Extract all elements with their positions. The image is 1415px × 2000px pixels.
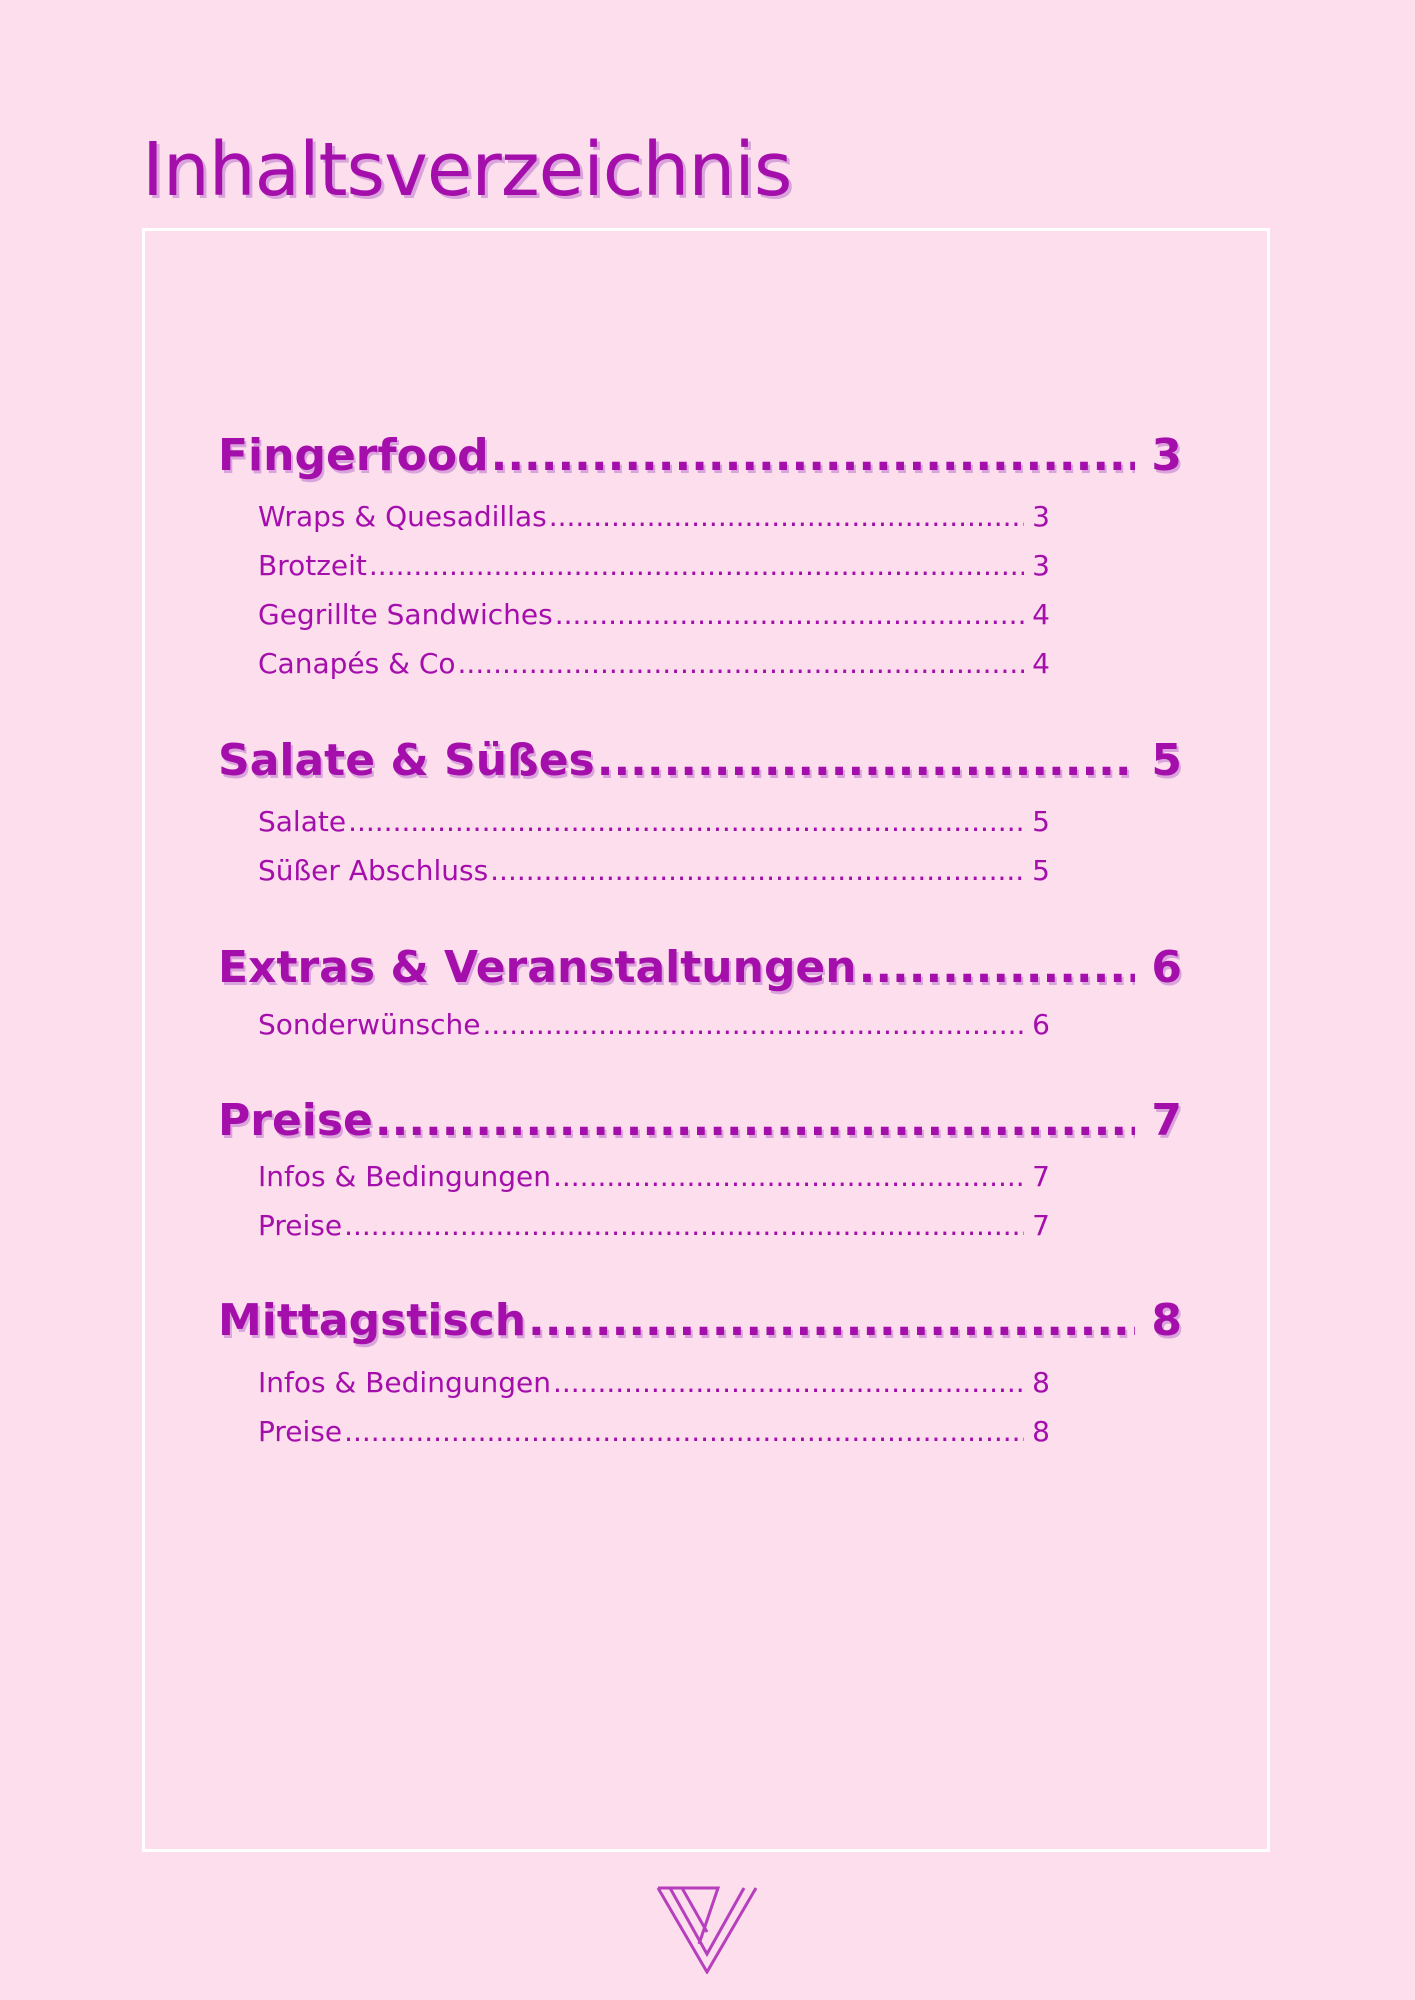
toc-entry[interactable]	[258, 500, 1050, 533]
dot-leader	[344, 1209, 1024, 1242]
toc-chapter-extras[interactable]	[218, 942, 1182, 993]
chapter-label: Preise	[218, 1095, 373, 1146]
toc-entry[interactable]	[258, 598, 1050, 631]
dot-leader	[597, 735, 1136, 786]
dot-leader	[348, 805, 1024, 838]
chapter-label: Extras & Veranstaltungen	[218, 942, 857, 993]
toc-entry[interactable]	[258, 1415, 1050, 1448]
entry-page-number: 7	[1032, 1160, 1050, 1193]
entry-label: Infos & Bedingungen	[258, 1366, 551, 1399]
entry-label: Preise	[258, 1415, 343, 1448]
chapter-page-number: 3	[1151, 430, 1182, 481]
entry-label: Wraps & Quesadillas	[258, 500, 547, 533]
dot-leader	[553, 1366, 1024, 1399]
entry-label: Preise	[258, 1209, 343, 1242]
entry-label: Brotzeit	[258, 549, 367, 582]
entry-label: Gegrillte Sandwiches	[258, 598, 553, 631]
toc-entry[interactable]	[258, 1366, 1050, 1399]
chapter-page-number: 5	[1151, 735, 1182, 786]
chapter-page-number: 6	[1151, 942, 1182, 993]
entry-page-number: 4	[1032, 598, 1050, 631]
dot-leader	[528, 1295, 1135, 1346]
dot-leader	[369, 549, 1024, 582]
entry-page-number: 3	[1032, 549, 1050, 582]
toc-entry[interactable]	[258, 1160, 1050, 1193]
chapter-label: Salate & Süßes	[218, 735, 595, 786]
entry-page-number: 8	[1032, 1415, 1050, 1448]
dot-leader	[490, 854, 1024, 887]
chapter-label: Mittagstisch	[218, 1295, 527, 1346]
entry-label: Infos & Bedingungen	[258, 1160, 551, 1193]
chapter-page-number: 7	[1151, 1095, 1182, 1146]
page-title: Inhaltsverzeichnis	[142, 127, 792, 213]
dot-leader	[549, 500, 1024, 533]
toc-chapter-fingerfood[interactable]	[218, 430, 1182, 481]
entry-label: Süßer Abschluss	[258, 854, 489, 887]
v-logo-icon	[656, 1884, 758, 1974]
dot-leader	[859, 942, 1136, 993]
toc-entry[interactable]	[258, 854, 1050, 887]
entry-page-number: 8	[1032, 1366, 1050, 1399]
toc-entry[interactable]	[258, 1209, 1050, 1242]
entry-page-number: 7	[1032, 1209, 1050, 1242]
entry-page-number: 4	[1032, 647, 1050, 680]
entry-label: Salate	[258, 805, 347, 838]
dot-leader	[483, 1008, 1025, 1041]
dot-leader	[553, 1160, 1024, 1193]
entry-label: Canapés & Co	[258, 647, 456, 680]
toc-entry[interactable]	[258, 805, 1050, 838]
toc-chapter-salate-suesses[interactable]	[218, 735, 1182, 786]
chapter-label: Fingerfood	[218, 430, 489, 481]
entry-page-number: 6	[1032, 1008, 1050, 1041]
toc-chapter-preise[interactable]	[218, 1095, 1182, 1146]
chapter-page-number: 8	[1151, 1295, 1182, 1346]
toc-entry[interactable]	[258, 1008, 1050, 1041]
entry-page-number: 3	[1032, 500, 1050, 533]
dot-leader	[375, 1095, 1135, 1146]
entry-page-number: 5	[1032, 805, 1050, 838]
dot-leader	[458, 647, 1025, 680]
dot-leader	[555, 598, 1024, 631]
toc-chapter-mittagstisch[interactable]	[218, 1295, 1182, 1346]
dot-leader	[491, 430, 1136, 481]
dot-leader	[344, 1415, 1024, 1448]
entry-label: Sonderwünsche	[258, 1008, 481, 1041]
entry-page-number: 5	[1032, 854, 1050, 887]
toc-entry[interactable]	[258, 647, 1050, 680]
toc-entry[interactable]	[258, 549, 1050, 582]
